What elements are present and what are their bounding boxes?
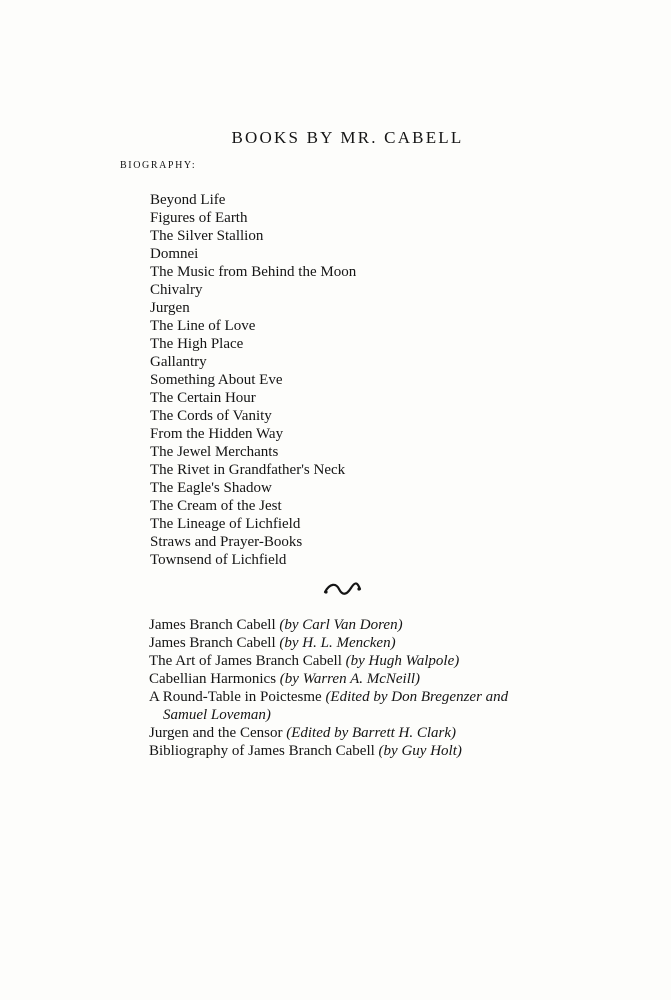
list-item: The Music from Behind the Moon: [150, 264, 357, 280]
list-item: The Certain Hour: [150, 390, 256, 406]
list-item: Figures of Earth: [150, 210, 248, 226]
about-book-credit: (by H. L. Mencken): [279, 635, 396, 651]
list-item: Gallantry: [150, 354, 207, 370]
about-book-title: Jurgen and the Censor: [149, 725, 283, 741]
list-item: [149, 724, 508, 742]
list-item: From the Hidden Way: [150, 426, 284, 442]
about-book-title: James Branch Cabell: [149, 635, 276, 651]
list-item: The Cream of the Jest: [150, 498, 282, 514]
about-book-title: Cabellian Harmonics: [149, 671, 277, 687]
list-item: The Lineage of Lichfield: [150, 516, 301, 532]
list-item: The Cords of Vanity: [150, 408, 272, 424]
about-book-credit: (by Warren A. McNeill): [279, 671, 421, 687]
about-book-title: The Art of James Branch Cabell: [149, 653, 342, 669]
list-item: The High Place: [150, 336, 244, 352]
list-item: [149, 634, 508, 652]
list-item: Beyond Life: [150, 192, 226, 208]
about-book-credit: (by Guy Holt): [378, 743, 462, 759]
list-item: [149, 688, 508, 724]
list-item: Chivalry: [150, 282, 203, 298]
about-book-title: A Round-Table in Poictesme: [149, 689, 322, 705]
books-list: [150, 191, 356, 569]
page-title: BOOKS BY MR. CABELL: [231, 128, 464, 147]
list-item: Domnei: [150, 246, 199, 262]
list-item: Jurgen: [150, 300, 190, 316]
list-item: [149, 670, 508, 688]
about-book-credit: (by Carl Van Doren): [279, 617, 403, 633]
swash-ornament-icon: [322, 580, 362, 598]
list-item: [149, 742, 508, 760]
list-item: The Eagle's Shadow: [150, 480, 272, 496]
about-book-title: Bibliography of James Branch Cabell: [149, 743, 375, 759]
about-book-credit: (Edited by Barrett H. Clark): [286, 725, 457, 741]
list-item: The Line of Love: [150, 318, 256, 334]
list-item: Something About Eve: [150, 372, 283, 388]
list-item: The Silver Stallion: [150, 228, 264, 244]
list-item: [149, 652, 508, 670]
list-item: The Jewel Merchants: [150, 444, 279, 460]
list-item: Townsend of Lichfield: [150, 552, 287, 568]
about-book-title: James Branch Cabell: [149, 617, 276, 633]
section-label-biography: BIOGRAPHY:: [120, 160, 197, 171]
list-item: [149, 616, 508, 634]
list-item: The Rivet in Grandfather's Neck: [150, 462, 346, 478]
list-item: Straws and Prayer-Books: [150, 534, 303, 550]
about-books-list: [149, 616, 508, 760]
about-book-credit-continued: Samuel Loveman): [163, 707, 271, 723]
about-book-credit: (Edited by Don Bregenzer and: [325, 689, 509, 705]
about-book-credit: (by Hugh Walpole): [345, 653, 460, 669]
